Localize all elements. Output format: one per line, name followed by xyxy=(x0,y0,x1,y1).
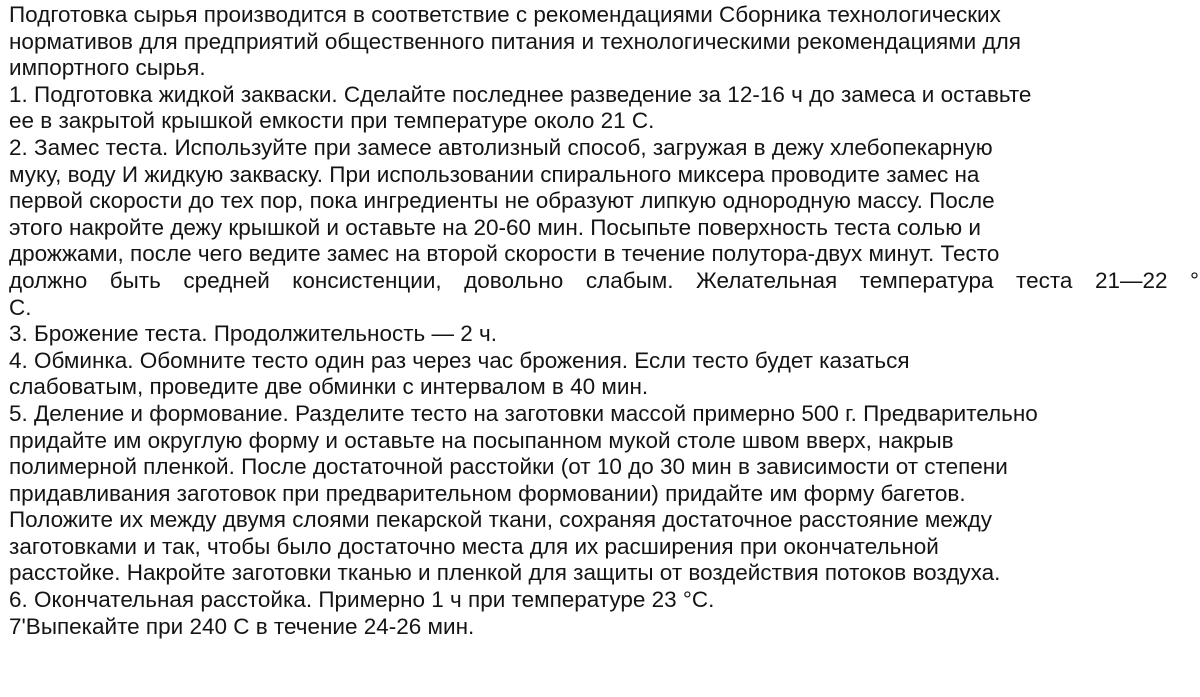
step-1-liquid-starter xyxy=(9,82,1199,135)
text-line: 2. Замес теста. Используйте при замесе автолизный способ, загружая в дежу хлебопекарную xyxy=(9,134,993,160)
text-line: дрожжами, после чего ведите замес на второй скорости в течение полутора-двух минут. Тесто xyxy=(9,241,1000,267)
text-line: Подготовка сырья производится в соответствие с рекомендациями Сборника технологических xyxy=(9,2,1001,27)
step-3-fermentation xyxy=(9,321,1199,348)
text-line: первой скорости до тех пор, пока ингредиенты не образуют липкую однородную массу. После xyxy=(9,188,995,214)
step-7-baking xyxy=(9,614,1199,641)
text-line: придавливания заготовок при предварительном формовании) придайте им форму багетов. xyxy=(9,480,966,506)
step-6-final-proofing xyxy=(9,587,1199,614)
text-line: 7'Выпекайте при 240 С в течение 24-26 мин. xyxy=(9,613,475,639)
text-line: С. xyxy=(9,294,32,320)
text-line: 5. Деление и формование. Разделите тесто на заготовки массой примерно 500 г. Предварительно xyxy=(9,400,1038,426)
step-5-dividing-shaping xyxy=(9,401,1199,587)
text-line: заготовками и так, чтобы было достаточно места для их расширения при окончательной xyxy=(9,533,939,559)
text-line: нормативов для предприятий общественного питания и технологическими рекомендациями для xyxy=(9,28,1021,54)
text-line: Положите их между двумя слоями пекарской ткани, сохраняя достаточное расстояние между xyxy=(9,507,992,533)
text-line: ее в закрытой крышкой емкости при температуре около 21 С. xyxy=(9,108,655,134)
text-line: 4. Обминка. Обомните тесто один раз через час брожения. Если тесто будет казаться xyxy=(9,347,910,373)
text-line: 6. Окончательная расстойка. Примерно 1 ч при температуре 23 °С. xyxy=(9,587,715,613)
text-line: 3. Брожение теста. Продолжительность — 2 ч. xyxy=(9,321,497,347)
document-body xyxy=(9,2,1199,640)
step-4-punching-down xyxy=(9,348,1199,401)
intro-paragraph xyxy=(9,2,1199,82)
text-line: 1. Подготовка жидкой закваски. Сделайте последнее разведение за 12-16 ч до замеса и оставьте xyxy=(9,81,1032,107)
text-line: придайте им округлую форму и оставьте на посыпанном мукой столе швом вверх, накрыв xyxy=(9,427,954,453)
text-line: расстойке. Накройте заготовки тканью и пленкой для защиты от воздействия потоков воздуха. xyxy=(9,560,1001,586)
text-line: этого накройте дежу крышкой и оставьте на 20-60 мин. Посыпьте поверхность теста солью и xyxy=(9,214,981,240)
text-line: слабоватым, проведите две обминки с интервалом в 40 мин. xyxy=(9,374,649,400)
text-line: муку, воду И жидкую закваску. При использовании спирального миксера проводите замес на xyxy=(9,161,980,187)
text-line: полимерной пленкой. После достаточной расстойки (от 10 до 30 мин в зависимости от степени xyxy=(9,454,1008,480)
step-2-dough-mixing xyxy=(9,135,1199,321)
text-line: импортного сырья. xyxy=(9,55,206,81)
text-line: должно быть средней консистенции, довольно слабым. Желательная температура теста 21—22 ° xyxy=(9,267,1199,293)
